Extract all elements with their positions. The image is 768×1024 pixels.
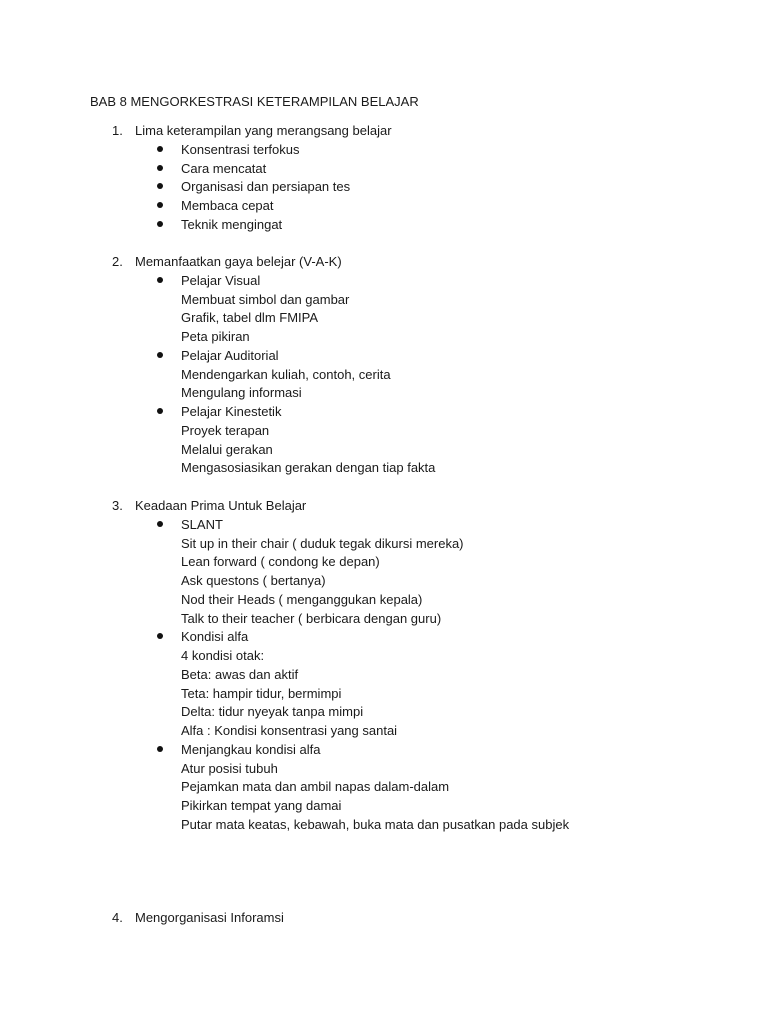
list-item-detail: Mengasosiasikan gerakan dengan tiap fakta: [181, 460, 436, 476]
bullet-icon: [157, 221, 163, 227]
list-item-detail: Beta: awas dan aktif: [181, 666, 299, 682]
bullet-icon: [157, 277, 163, 283]
list-item: Membaca cepat: [181, 198, 274, 213]
bullet-icon: [157, 183, 163, 189]
bullet-icon: [157, 521, 163, 527]
list-item-detail: Peta pikiran: [181, 329, 250, 344]
bullet-icon: [157, 202, 163, 208]
bullet-icon: [157, 746, 163, 752]
section-number: 3.: [112, 498, 123, 513]
list-item: Cara mencatat: [181, 160, 267, 176]
bullet-icon: [157, 633, 163, 639]
list-item-detail: Pejamkan mata dan ambil napas dalam-dalam: [181, 779, 450, 795]
list-item: Pelajar Auditorial: [181, 347, 279, 363]
list-item: Teknik mengingat: [181, 216, 283, 232]
list-item-detail: Mendengarkan kuliah, contoh, cerita: [181, 366, 391, 382]
list-item: Konsentrasi terfokus: [181, 141, 300, 157]
list-item-detail: 4 kondisi otak:: [181, 648, 265, 663]
list-item-detail: Putar mata keatas, kebawah, buka mata dan pusatkan pada subjek: [181, 816, 570, 832]
document-title: BAB 8 MENGORKESTRASI KETERAMPILAN BELAJAR: [90, 94, 419, 109]
bullet-icon: [157, 408, 163, 414]
section-number: 2.: [112, 254, 123, 269]
section-number: 1.: [112, 123, 123, 138]
bullet-icon: [157, 146, 163, 152]
list-item-detail: Talk to their teacher ( berbicara dengan guru): [181, 610, 442, 626]
list-item-detail: Delta: tidur nyeyak tanpa mimpi: [181, 704, 364, 720]
list-item: Organisasi dan persiapan tes: [181, 179, 351, 195]
section-number: 4.: [112, 910, 123, 925]
section-heading: Mengorganisasi Inforamsi: [135, 910, 284, 925]
section-heading: Lima keterampilan yang merangsang belajar: [135, 123, 392, 138]
list-item: SLANT: [181, 516, 223, 532]
list-item-detail: Nod their Heads ( menganggukan kepala): [181, 591, 423, 607]
list-item-detail: Lean forward ( condong ke depan): [181, 554, 380, 570]
list-item-detail: Membuat simbol dan gambar: [181, 291, 350, 307]
list-item-detail: Teta: hampir tidur, bermimpi: [181, 685, 342, 701]
list-item-detail: Alfa : Kondisi konsentrasi yang santai: [181, 723, 398, 738]
list-item-detail: Mengulang informasi: [181, 385, 302, 401]
list-item-detail: Pikirkan tempat yang damai: [181, 798, 342, 813]
list-item: Pelajar Kinestetik: [181, 404, 282, 419]
list-item-detail: Melalui gerakan: [181, 441, 273, 457]
section-heading: Keadaan Prima Untuk Belajar: [135, 498, 307, 513]
bullet-icon: [157, 165, 163, 171]
list-item: Pelajar Visual: [181, 272, 261, 288]
list-item-detail: Sit up in their chair ( duduk tegak dikursi mereka): [181, 535, 464, 551]
list-item-detail: Atur posisi tubuh: [181, 760, 278, 776]
list-item: Kondisi alfa: [181, 629, 249, 645]
list-item-detail: Ask questons ( bertanya): [181, 573, 326, 588]
section-heading: Memanfaatkan gaya belejar (V-A-K): [135, 254, 342, 269]
bullet-icon: [157, 352, 163, 358]
list-item-detail: Grafik, tabel dlm FMIPA: [181, 310, 319, 326]
list-item: Menjangkau kondisi alfa: [181, 741, 321, 757]
list-item-detail: Proyek terapan: [181, 422, 270, 438]
